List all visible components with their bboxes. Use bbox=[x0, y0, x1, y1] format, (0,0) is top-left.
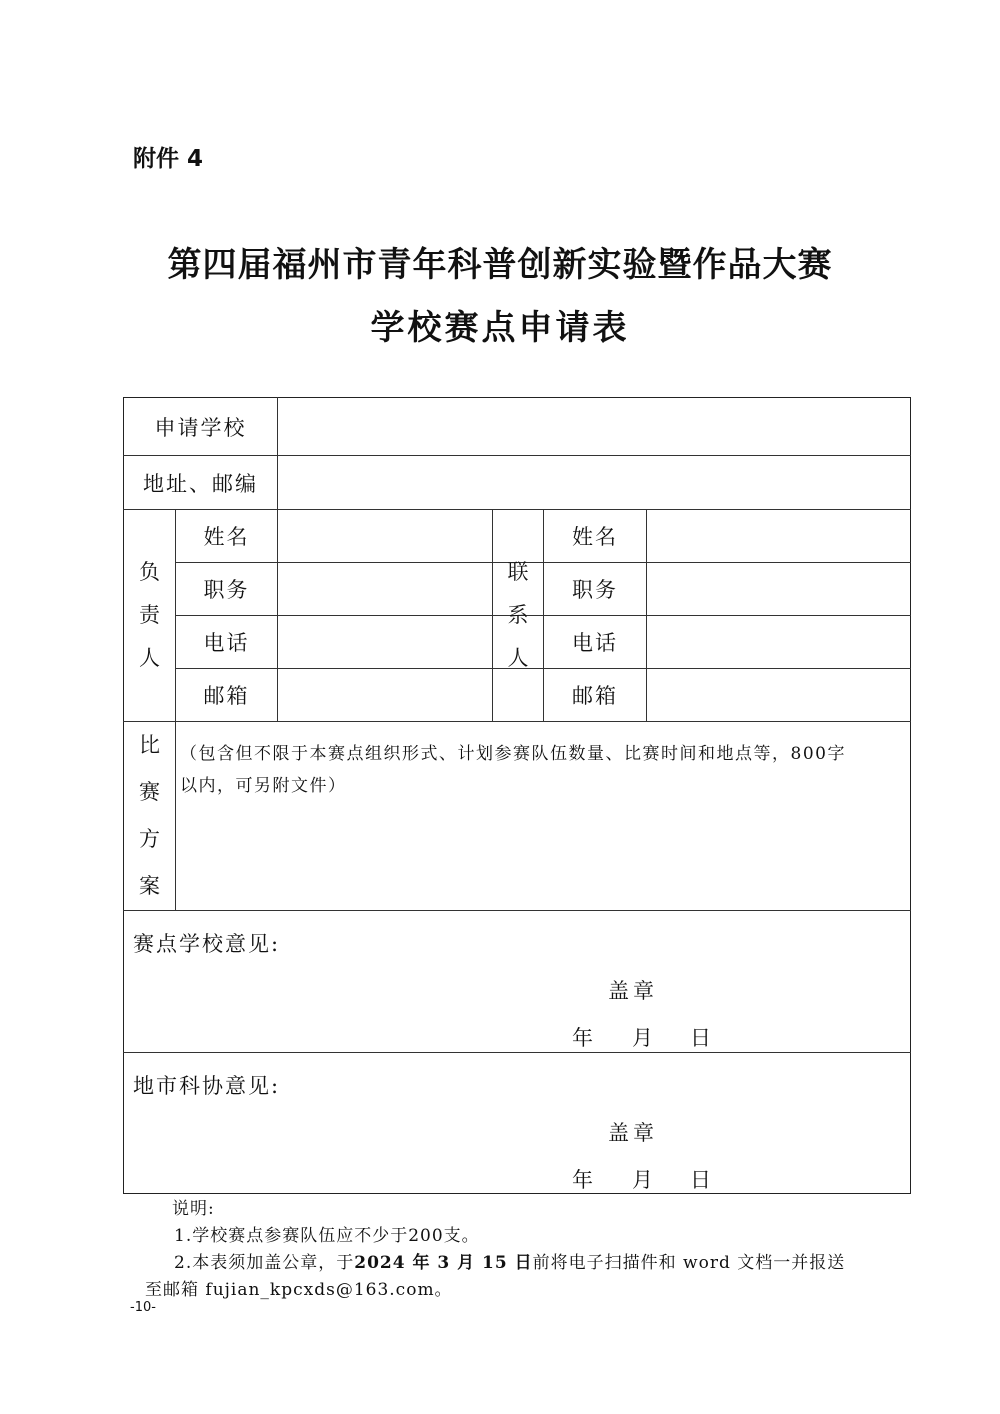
remarks-item-1: 1.学校赛点参赛队伍应不少于200支。 bbox=[174, 1226, 480, 1246]
venue-date bbox=[0, 1022, 1000, 1052]
leader-name-field[interactable] bbox=[278, 510, 492, 562]
venue-date-day: 日 bbox=[690, 1026, 711, 1050]
contact-position-field[interactable] bbox=[647, 563, 910, 615]
page-number: -10- bbox=[130, 1300, 156, 1315]
school-field[interactable] bbox=[278, 398, 910, 455]
leader-phone-label: 电话 bbox=[203, 631, 250, 655]
venue-date-year: 年 bbox=[572, 1026, 593, 1050]
venue-date-month: 月 bbox=[632, 1026, 653, 1050]
school-label: 申请学校 bbox=[154, 415, 247, 440]
page-subtitle: 学校赛点申请表 bbox=[370, 308, 630, 348]
assoc-opinion-label: 地市科协意见: bbox=[133, 1074, 281, 1098]
plan-note[interactable]: （包含但不限于本赛点组织形式、计划参赛队伍数量、比赛时间和地点等，800字 以内，可另附文件） bbox=[180, 744, 846, 796]
leader-email-label: 邮箱 bbox=[203, 684, 250, 708]
contact-group-label: 联 系 人 bbox=[507, 560, 529, 670]
leader-phone-field[interactable] bbox=[278, 616, 492, 668]
leader-position-field[interactable] bbox=[278, 563, 492, 615]
contact-email-field[interactable] bbox=[647, 669, 910, 721]
leader-position-label: 职务 bbox=[203, 578, 250, 602]
leader-name-label: 姓名 bbox=[203, 525, 250, 549]
remarks bbox=[145, 1196, 846, 1304]
assoc-seal-label: 盖章 bbox=[608, 1121, 658, 1145]
contact-email-label: 邮箱 bbox=[572, 684, 618, 708]
venue-seal-label: 盖章 bbox=[608, 979, 658, 1003]
assoc-date-day: 日 bbox=[690, 1168, 711, 1192]
address-label: 地址、邮编 bbox=[143, 471, 258, 496]
contact-phone-label: 电话 bbox=[572, 631, 618, 655]
contact-name-field[interactable] bbox=[647, 510, 910, 562]
leader-email-field[interactable] bbox=[278, 669, 492, 721]
remarks-item-3: 至邮箱 fujian_kpcxds@163.com。 bbox=[145, 1280, 453, 1300]
address-field[interactable] bbox=[278, 456, 910, 509]
plan-group-label: 比 赛 方 案 bbox=[139, 733, 160, 898]
venue-opinion-label: 赛点学校意见: bbox=[133, 932, 281, 956]
page-title: 第四届福州市青年科普创新实验暨作品大赛 bbox=[167, 245, 833, 285]
leader-group-label: 负 责 人 bbox=[139, 560, 160, 670]
assoc-date-year: 年 bbox=[572, 1168, 593, 1192]
contact-position-label: 职务 bbox=[572, 578, 618, 602]
attachment-label: 附件 4 bbox=[133, 146, 204, 172]
contact-phone-field[interactable] bbox=[647, 616, 910, 668]
assoc-date-month: 月 bbox=[632, 1168, 653, 1192]
remarks-item-2: 2.本表须加盖公章，于2024 年 3 月 15 日前将电子扫描件和 word 文档一并报送 bbox=[174, 1253, 846, 1273]
remarks-heading: 说明: bbox=[172, 1199, 215, 1219]
assoc-date bbox=[0, 1164, 1000, 1194]
contact-name-label: 姓名 bbox=[572, 525, 618, 549]
